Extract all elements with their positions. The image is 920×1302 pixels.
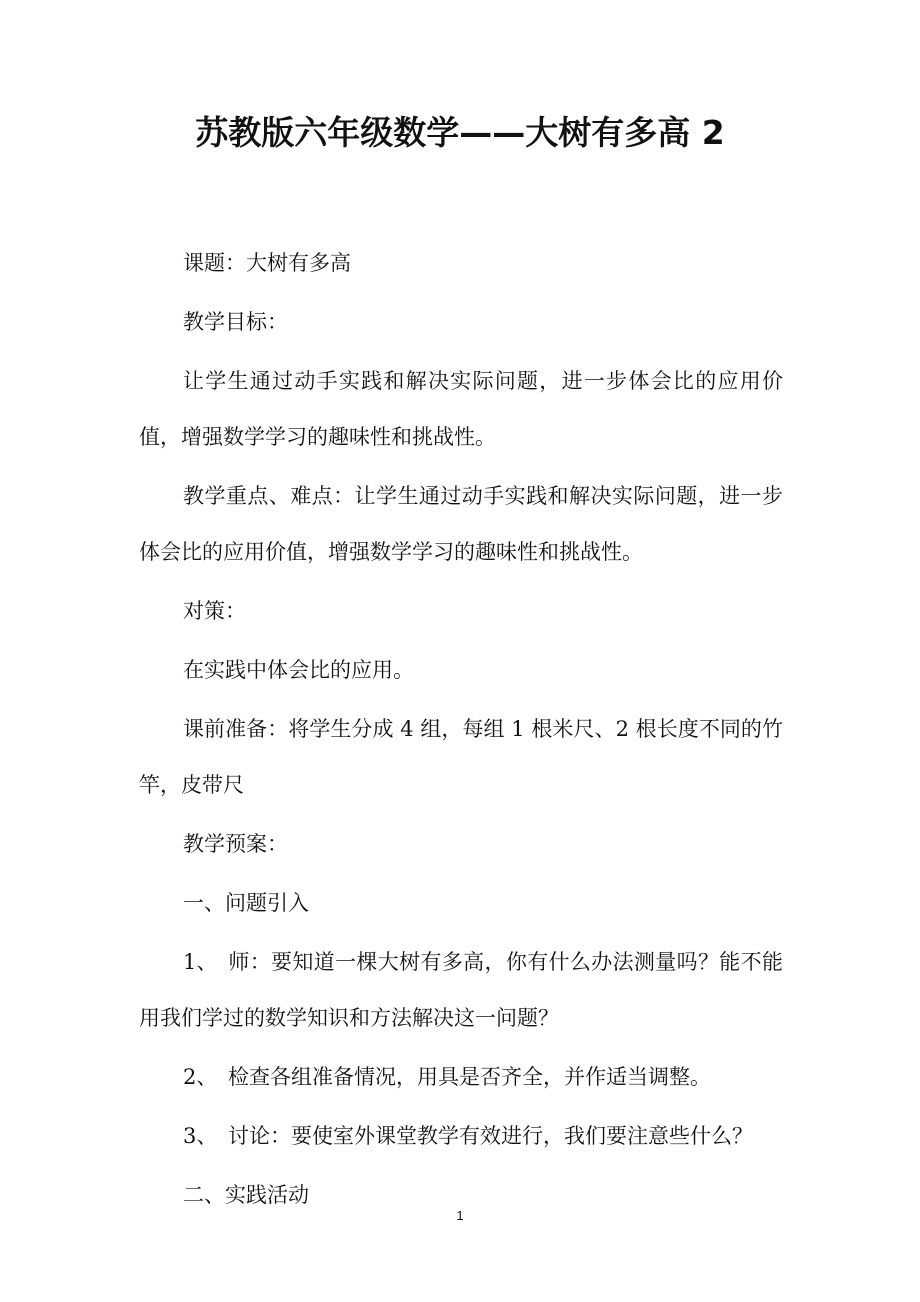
item-text: 讨论：要使室外课堂教学有效进行，我们要注意些什么？ <box>228 1124 753 1148</box>
item-number: 3、 <box>183 1124 218 1148</box>
paragraph-strategy: 在实践中体会比的应用。 <box>183 658 414 682</box>
item-text: 检查各组准备情况，用具是否齐全，并作适当调整。 <box>228 1065 711 1089</box>
paragraph-objective: 让学生通过动手实践和解决实际问题，进一步体会比的应用价值，增强数学学习的趣味性和挑战性。 <box>139 369 783 449</box>
document-title: 苏教版六年级数学——大树有多高 2 <box>195 113 725 152</box>
section-heading-1: 一、问题引入 <box>183 891 309 915</box>
numbered-item-2 <box>139 1058 783 1096</box>
paragraph-plan-heading: 教学预案： <box>183 832 288 856</box>
paragraph-strategy-heading: 对策： <box>183 599 246 623</box>
paragraph-objective-heading: 教学目标： <box>183 310 288 334</box>
item-text: 师：要知道一棵大树有多高，你有什么办法测量吗？能不能用我们学过的数学知识和方法解决这一问题？ <box>139 950 783 1030</box>
section-heading-2: 二、实践活动 <box>183 1183 309 1207</box>
paragraph-preparation: 课前准备：将学生分成 4 组，每组 1 根米尺、2 根长度不同的竹竿，皮带尺 <box>139 717 783 797</box>
numbered-item-3 <box>139 1117 783 1155</box>
item-number: 1、 <box>183 950 218 974</box>
page-number: 1 <box>456 1208 464 1223</box>
paragraph-key-points: 教学重点、难点：让学生通过动手实践和解决实际问题，进一步体会比的应用价值，增强数学学习的趣味性和挑战性。 <box>139 484 783 564</box>
paragraph-topic: 课题：大树有多高 <box>183 251 351 275</box>
item-number: 2、 <box>183 1065 218 1089</box>
document-body <box>139 244 783 1235</box>
numbered-item-1 <box>139 934 783 1046</box>
